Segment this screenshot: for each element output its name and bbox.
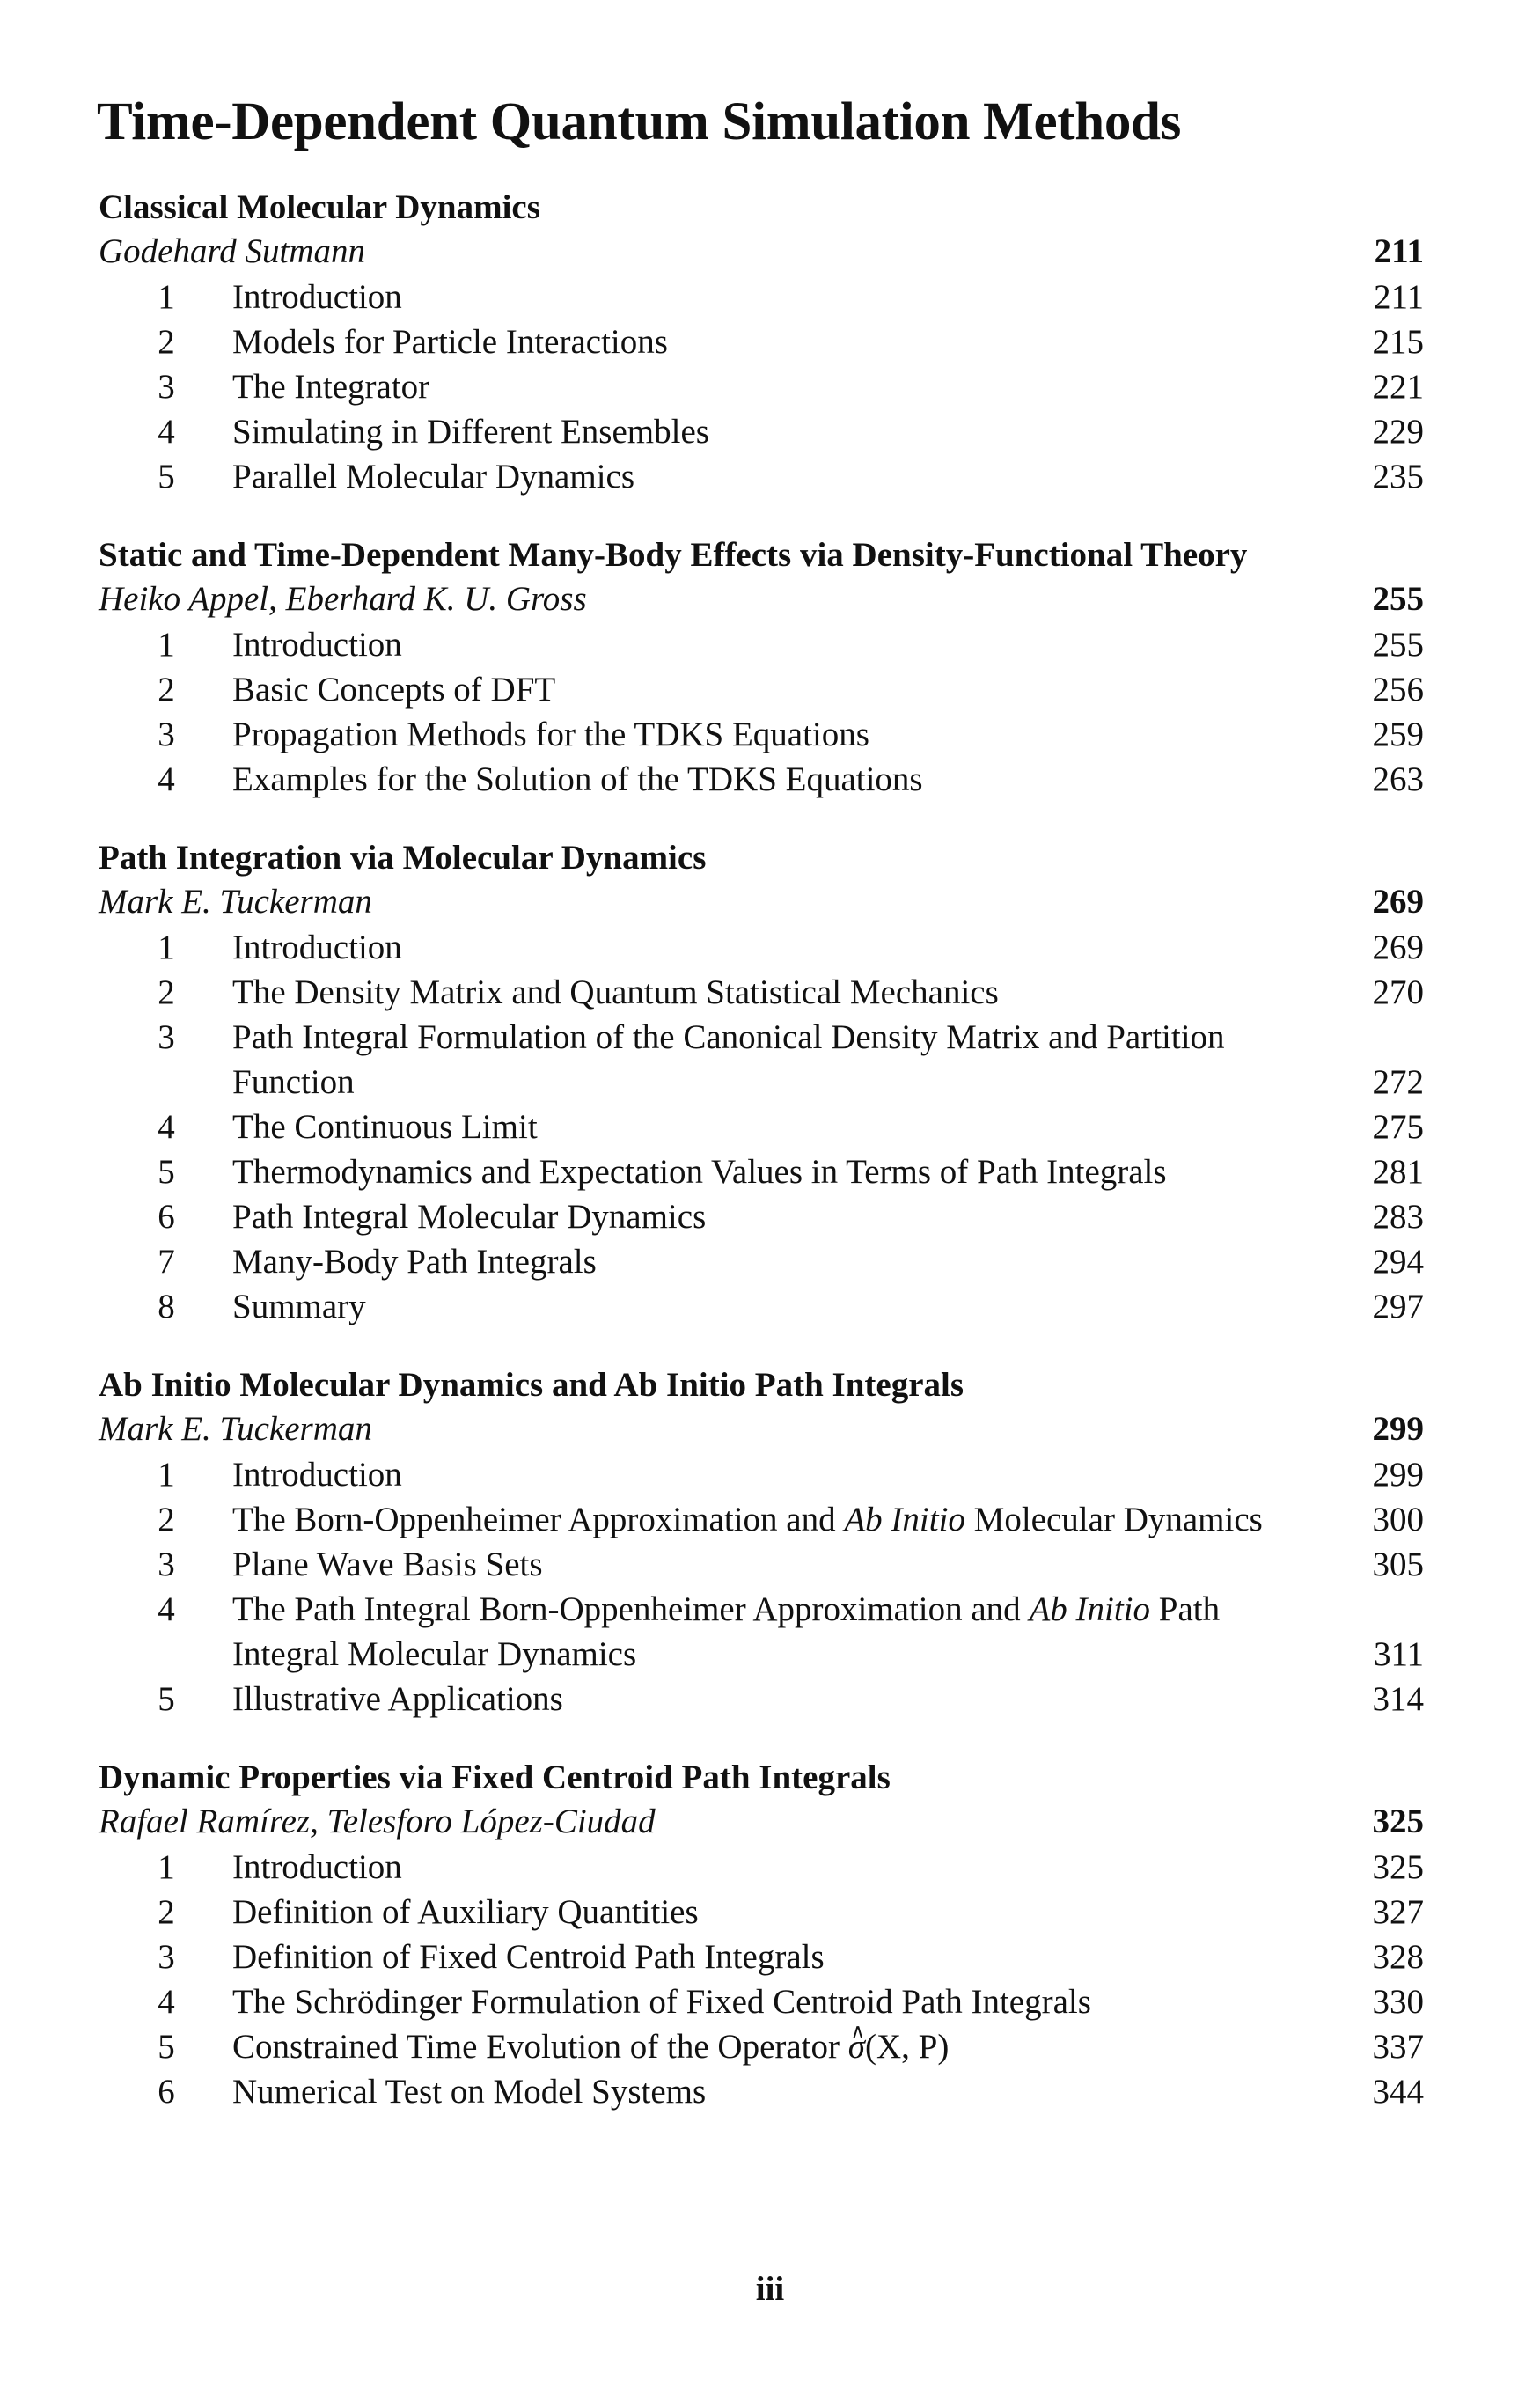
section-title [232,1497,1327,1542]
section-number: 2 [158,323,175,361]
toc-entry[interactable] [99,1015,1424,1105]
section-page: 211 [1373,278,1424,316]
section-title-text: The Path Integral Born-Oppenheimer Approximation and [232,1590,1030,1628]
table-of-contents [99,187,1424,2149]
section-title: Models for Particle Interactions [232,323,668,361]
toc-entry[interactable] [99,970,1424,1015]
section-number: 5 [158,1153,175,1191]
section-number: 1 [158,278,175,316]
chapter-authors: Mark E. Tuckerman [99,1410,372,1448]
toc-entry[interactable] [99,712,1424,757]
toc-entry[interactable] [99,757,1424,802]
section-number: 3 [158,1938,175,1976]
section-title: Parallel Molecular Dynamics [232,458,635,496]
section-title: Introduction [232,1848,402,1886]
section-number: 4 [158,1983,175,2021]
toc-entry[interactable] [99,1239,1424,1284]
toc-entry[interactable] [99,1587,1424,1677]
section-number: 3 [158,1546,175,1583]
section-page: 229 [1372,413,1424,451]
section-number: 6 [158,2073,175,2111]
toc-entry[interactable] [99,1149,1424,1194]
section-title-text: The Born-Oppenheimer Approximation and [232,1501,845,1538]
chapter-authors-row [99,229,1424,275]
section-title-text: Path Integral Molecular Dynamics [232,1590,1221,1673]
section-title: Introduction [232,278,402,316]
section-title [232,1587,1327,1677]
toc-entry[interactable] [99,1284,1424,1329]
toc-entry[interactable] [99,2024,1424,2069]
section-title: The Integrator [232,368,430,406]
section-number: 5 [158,458,175,496]
section-page: 263 [1372,760,1424,798]
section-number: 1 [158,929,175,966]
toc-entry[interactable] [99,319,1424,364]
section-page: 330 [1372,1983,1424,2021]
toc-entry[interactable] [99,409,1424,454]
chapter-authors: Mark E. Tuckerman [99,883,372,921]
section-number: 7 [158,1243,175,1281]
chapter-page: 299 [1372,1410,1424,1448]
section-page: 327 [1372,1893,1424,1931]
chapter [99,1757,1424,2114]
toc-entry[interactable] [99,1452,1424,1497]
section-title: Plane Wave Basis Sets [232,1546,543,1583]
section-number: 4 [158,413,175,451]
toc-entry[interactable] [99,454,1424,499]
page-number: iii [755,2270,785,2308]
chapter [99,837,1424,1329]
section-page: 299 [1372,1456,1424,1494]
toc-entry[interactable] [99,1194,1424,1239]
section-title: Summary [232,1288,366,1325]
section-title [232,2024,1327,2069]
section-title: Simulating in Different Ensembles [232,413,709,451]
section-title: Basic Concepts of DFT [232,671,556,709]
section-title-emphasis: Ab Initio [1029,1590,1151,1628]
chapter-title[interactable]: Dynamic Properties via Fixed Centroid Path Integrals [99,1759,891,1796]
section-page: 275 [1372,1108,1424,1146]
section-title: The Continuous Limit [232,1108,538,1146]
section-page: 314 [1372,1680,1424,1718]
chapter-page: 325 [1372,1803,1424,1840]
section-page: 305 [1372,1546,1424,1583]
chapter-title[interactable]: Static and Time-Dependent Many-Body Effects via Density-Functional Theory [99,536,1248,574]
chapter-page: 211 [1374,232,1424,270]
section-title: Illustrative Applications [232,1680,563,1718]
section-page: 294 [1372,1243,1424,1281]
chapter-authors-row [99,1799,1424,1845]
section-title: Path Integral Molecular Dynamics [232,1198,707,1236]
chapter-title[interactable]: Ab Initio Molecular Dynamics and Ab Initio Path Integrals [99,1366,964,1404]
section-page: 337 [1372,2028,1424,2066]
section-page: 283 [1372,1198,1424,1236]
toc-entry[interactable] [99,925,1424,970]
section-number: 1 [158,1456,175,1494]
toc-entry[interactable] [99,1105,1424,1149]
chapter-page: 269 [1372,883,1424,921]
section-number: 2 [158,973,175,1011]
section-number: 5 [158,2028,175,2066]
section-page: 328 [1372,1938,1424,1976]
section-page: 297 [1372,1288,1424,1325]
section-page: 300 [1372,1501,1424,1538]
chapter-authors-row [99,1406,1424,1452]
section-number: 2 [158,671,175,709]
chapter-authors: Heiko Appel, Eberhard K. U. Gross [99,580,587,618]
section-page: 259 [1372,716,1424,753]
section-number: 3 [158,368,175,406]
chapter-page: 255 [1372,580,1424,618]
section-page: 325 [1372,1848,1424,1886]
section-title-text: Constrained Time Evolution of the Operator [232,2028,848,2066]
section-page: 215 [1372,323,1424,361]
section-page: 269 [1372,929,1424,966]
toc-entry[interactable] [99,1979,1424,2024]
section-page: 311 [1373,1635,1424,1673]
section-number: 3 [158,716,175,753]
toc-entry[interactable] [99,1542,1424,1587]
section-page: 235 [1372,458,1424,496]
section-number: 5 [158,1680,175,1718]
section-title-emphasis: Ab Initio [844,1501,965,1538]
toc-entry[interactable] [99,1497,1424,1542]
section-page: 221 [1372,368,1424,406]
section-title: Definition of Fixed Centroid Path Integrals [232,1938,825,1976]
section-number: 4 [158,1590,175,1628]
section-number: 4 [158,760,175,798]
section-page: 281 [1372,1153,1424,1191]
section-page: 270 [1372,973,1424,1011]
section-title: Definition of Auxiliary Quantities [232,1893,699,1931]
section-title: Numerical Test on Model Systems [232,2073,707,2111]
section-number: 6 [158,1198,175,1236]
section-title: Path Integral Formulation of the Canonical Density Matrix and Partition Function [232,1018,1225,1101]
chapter [99,187,1424,499]
section-title-text: (X, P) [865,2028,950,2066]
section-title: Propagation Methods for the TDKS Equations [232,716,869,753]
toc-entry[interactable] [99,667,1424,712]
section-page: 256 [1372,671,1424,709]
chapter-authors: Rafael Ramírez, Telesforo López-Ciudad [99,1803,656,1840]
chapter-title[interactable]: Classical Molecular Dynamics [99,188,540,226]
sigma-operator: ∧ σ [848,2028,865,2066]
toc-entry[interactable] [99,1935,1424,1979]
section-page: 255 [1372,626,1424,664]
toc-entry[interactable] [99,2069,1424,2114]
section-title: Introduction [232,929,402,966]
section-title: The Schrödinger Formulation of Fixed Centroid Path Integrals [232,1983,1091,2021]
section-number: 1 [158,626,175,664]
section-title: The Density Matrix and Quantum Statistical Mechanics [232,973,999,1011]
section-number: 4 [158,1108,175,1146]
section-title: Many-Body Path Integrals [232,1243,597,1281]
section-number: 8 [158,1288,175,1325]
section-page: 344 [1372,2073,1424,2111]
chapter [99,534,1424,802]
section-title: Examples for the Solution of the TDKS Equations [232,760,923,798]
section-number: 2 [158,1501,175,1538]
toc-entry[interactable] [99,1677,1424,1722]
toc-entry[interactable] [99,364,1424,409]
toc-entry[interactable] [99,1890,1424,1935]
section-title-text: Molecular Dynamics [964,1501,1263,1538]
chapter-authors: Godehard Sutmann [99,232,365,270]
toc-entry[interactable] [99,275,1424,319]
section-page: 272 [1372,1063,1424,1101]
section-number: 1 [158,1848,175,1886]
chapter [99,1364,1424,1722]
toc-entry[interactable] [99,1845,1424,1890]
section-number: 3 [158,1018,175,1056]
section-title: Thermodynamics and Expectation Values in Terms of Path Integrals [232,1153,1167,1191]
toc-entry[interactable] [99,622,1424,667]
section-title: Introduction [232,626,402,664]
section-number: 2 [158,1893,175,1931]
section-title: Introduction [232,1456,402,1494]
chapter-authors-row [99,879,1424,925]
chapter-authors-row [99,576,1424,622]
page-title: Time-Dependent Quantum Simulation Methods [97,92,1182,151]
chapter-title[interactable]: Path Integration via Molecular Dynamics [99,839,707,877]
